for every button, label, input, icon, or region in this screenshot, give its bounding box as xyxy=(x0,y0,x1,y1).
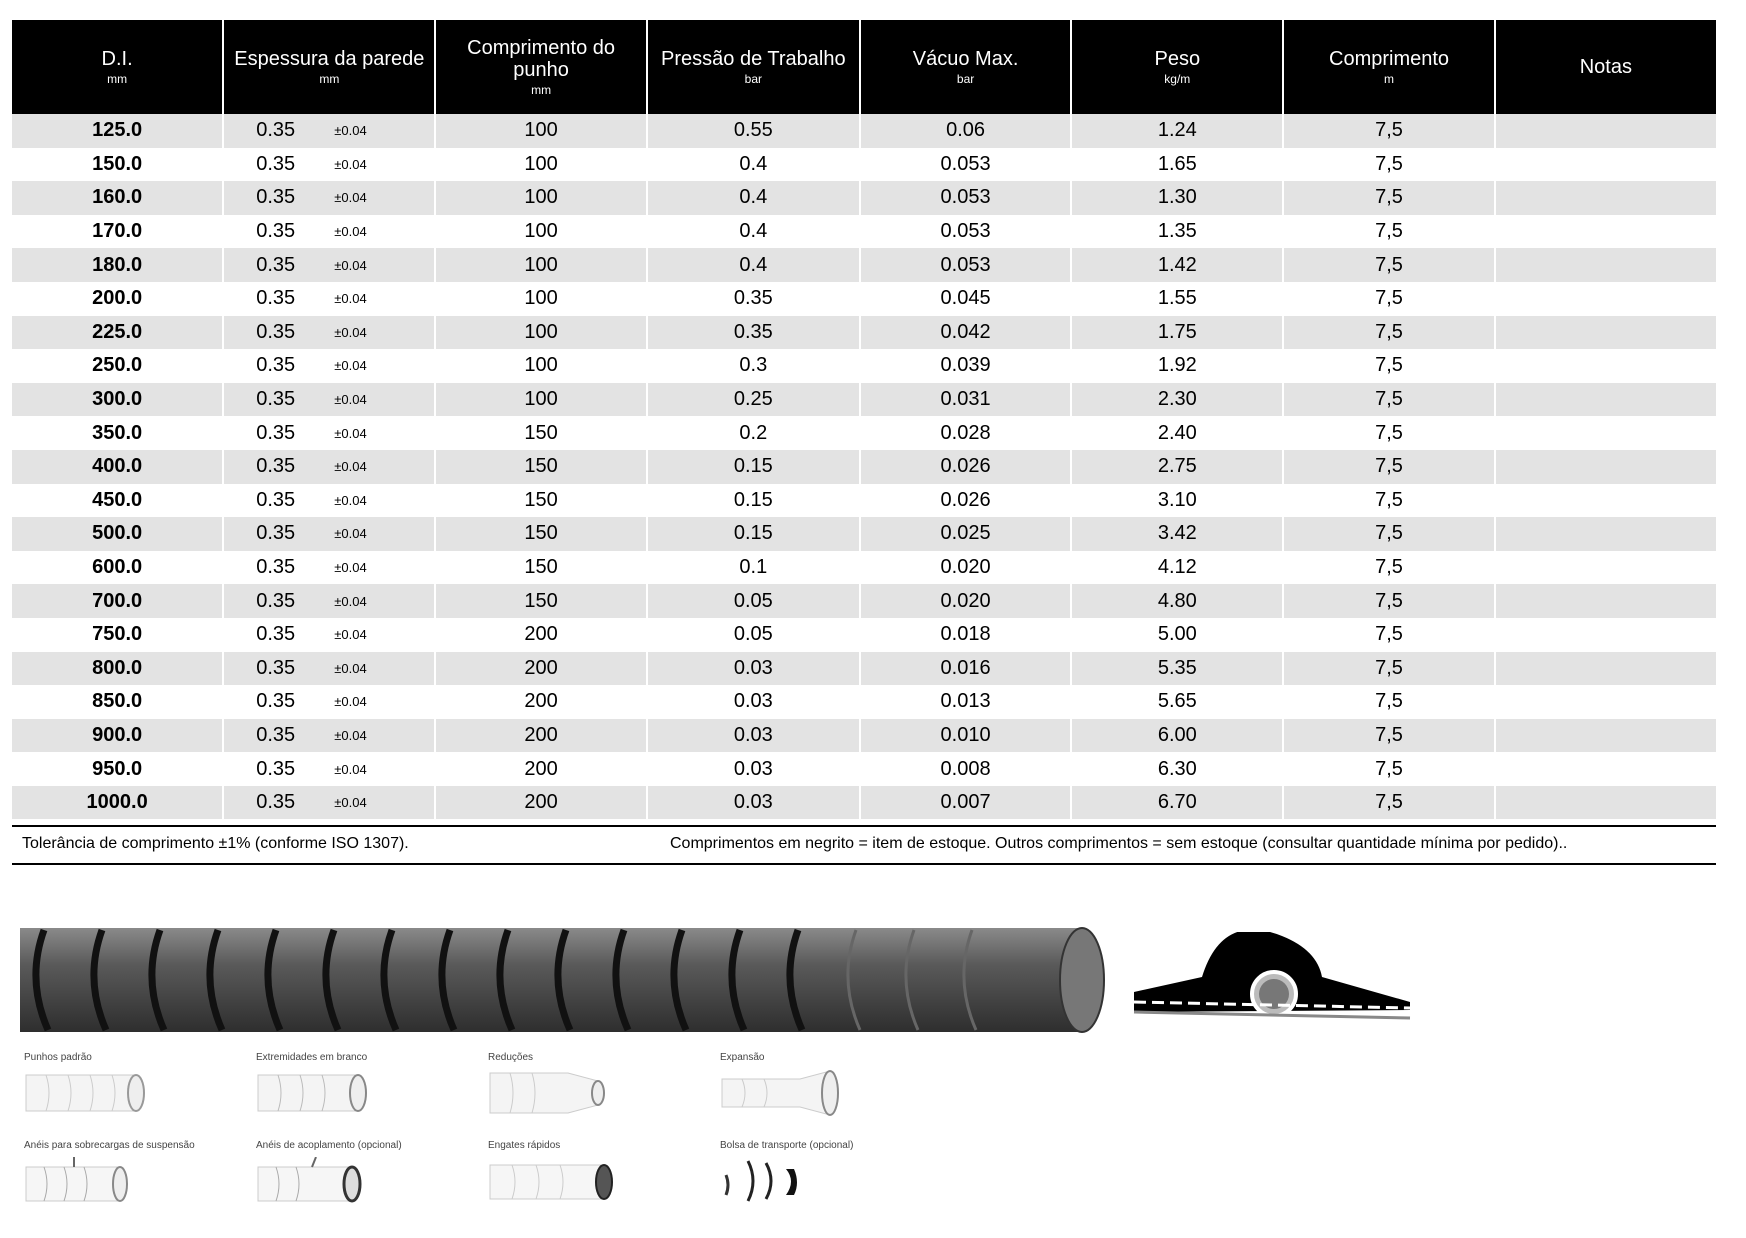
cell-length: 7,5 xyxy=(1283,652,1494,686)
cell-notes xyxy=(1495,618,1716,652)
cell-wall xyxy=(223,316,435,350)
wall-tolerance-value: ±0.04 xyxy=(334,727,367,743)
cell-di: 900.0 xyxy=(12,719,223,753)
cell-wall xyxy=(223,484,435,518)
transport-bag-icon xyxy=(720,1157,850,1205)
wall-tolerance-value: ±0.04 xyxy=(334,795,367,811)
cell-di: 700.0 xyxy=(12,584,223,618)
cell-notes xyxy=(1495,215,1716,249)
variant-suspension-rings: Anéis para sobrecargas de suspensão xyxy=(24,1140,244,1205)
cell-working-pressure: 0.4 xyxy=(647,248,860,282)
wall-tolerance-value: ±0.04 xyxy=(334,224,367,240)
cell-notes xyxy=(1495,752,1716,786)
cell-working-pressure: 0.15 xyxy=(647,517,860,551)
cell-di: 150.0 xyxy=(12,148,223,182)
cell-weight: 1.35 xyxy=(1071,215,1283,249)
cell-notes xyxy=(1495,181,1716,215)
variant-standard-cuffs: Punhos padrão xyxy=(24,1052,244,1117)
cell-cuff-length: 100 xyxy=(435,114,646,148)
cell-weight: 1.30 xyxy=(1071,181,1283,215)
table-row xyxy=(12,551,1716,585)
cell-di: 800.0 xyxy=(12,652,223,686)
cell-max-vacuum: 0.028 xyxy=(860,416,1071,450)
cell-length: 7,5 xyxy=(1283,114,1494,148)
cell-length: 7,5 xyxy=(1283,752,1494,786)
cell-length: 7,5 xyxy=(1283,450,1494,484)
cell-cuff-length: 150 xyxy=(435,450,646,484)
table-row xyxy=(12,248,1716,282)
wall-thickness-value: 0.35 xyxy=(256,186,296,209)
wall-thickness-value: 0.35 xyxy=(256,320,296,343)
wall-thickness-value: 0.35 xyxy=(256,455,296,478)
cell-wall xyxy=(223,618,435,652)
header-max-vacuum: Vácuo Max. bar xyxy=(860,20,1071,114)
cell-length: 7,5 xyxy=(1283,584,1494,618)
table-row xyxy=(12,148,1716,182)
cell-working-pressure: 0.3 xyxy=(647,349,860,383)
blank-ends-icon xyxy=(256,1069,386,1117)
cell-di: 400.0 xyxy=(12,450,223,484)
table-row xyxy=(12,282,1716,316)
table-row xyxy=(12,181,1716,215)
cell-wall xyxy=(223,282,435,316)
cell-notes xyxy=(1495,719,1716,753)
cell-working-pressure: 0.35 xyxy=(647,282,860,316)
cell-length: 7,5 xyxy=(1283,383,1494,417)
tolerance-note: Tolerância de comprimento ±1% (conforme ISO 1307). xyxy=(22,835,409,853)
wall-tolerance-value: ±0.04 xyxy=(334,694,367,710)
cell-length: 7,5 xyxy=(1283,719,1494,753)
cell-weight: 1.55 xyxy=(1071,282,1283,316)
header-working-pressure: Pressão de Trabalho bar xyxy=(647,20,860,114)
table-row xyxy=(12,383,1716,417)
cell-cuff-length: 150 xyxy=(435,551,646,585)
wall-tolerance-value: ±0.04 xyxy=(334,660,367,676)
table-row xyxy=(12,517,1716,551)
cell-di: 500.0 xyxy=(12,517,223,551)
cell-di: 160.0 xyxy=(12,181,223,215)
header-di: D.I. mm xyxy=(12,20,223,114)
cell-di: 950.0 xyxy=(12,752,223,786)
cell-max-vacuum: 0.018 xyxy=(860,618,1071,652)
table-row xyxy=(12,618,1716,652)
cell-wall xyxy=(223,652,435,686)
cell-weight: 3.42 xyxy=(1071,517,1283,551)
cell-working-pressure: 0.05 xyxy=(647,584,860,618)
cell-wall xyxy=(223,551,435,585)
cell-notes xyxy=(1495,383,1716,417)
cell-max-vacuum: 0.045 xyxy=(860,282,1071,316)
hose-cross-section-icon xyxy=(1132,932,1412,1032)
header-notes: Notas xyxy=(1495,20,1716,114)
cell-working-pressure: 0.1 xyxy=(647,551,860,585)
wall-thickness-value: 0.35 xyxy=(256,354,296,377)
table-header-row xyxy=(12,20,1716,114)
cell-max-vacuum: 0.042 xyxy=(860,316,1071,350)
cell-length: 7,5 xyxy=(1283,215,1494,249)
wall-tolerance-value: ±0.04 xyxy=(334,560,367,576)
cell-notes xyxy=(1495,248,1716,282)
cell-notes xyxy=(1495,652,1716,686)
cell-length: 7,5 xyxy=(1283,484,1494,518)
cell-max-vacuum: 0.026 xyxy=(860,484,1071,518)
table-footer xyxy=(12,825,1716,865)
wall-thickness-value: 0.35 xyxy=(256,589,296,612)
variant-quick-couplings: Engates rápidos xyxy=(488,1140,708,1205)
cell-working-pressure: 0.15 xyxy=(647,450,860,484)
spec-sheet xyxy=(12,20,1716,865)
cell-notes xyxy=(1495,551,1716,585)
cell-notes xyxy=(1495,316,1716,350)
wall-thickness-value: 0.35 xyxy=(256,791,296,814)
cell-length: 7,5 xyxy=(1283,148,1494,182)
cell-notes xyxy=(1495,786,1716,820)
hose-spec-table xyxy=(12,20,1716,819)
cell-notes xyxy=(1495,584,1716,618)
cell-di: 200.0 xyxy=(12,282,223,316)
cell-cuff-length: 100 xyxy=(435,282,646,316)
cell-notes xyxy=(1495,282,1716,316)
cell-cuff-length: 200 xyxy=(435,752,646,786)
cell-wall xyxy=(223,114,435,148)
cell-max-vacuum: 0.053 xyxy=(860,215,1071,249)
cell-max-vacuum: 0.008 xyxy=(860,752,1071,786)
cell-weight: 4.12 xyxy=(1071,551,1283,585)
cell-notes xyxy=(1495,416,1716,450)
cell-wall xyxy=(223,450,435,484)
cell-di: 250.0 xyxy=(12,349,223,383)
cell-wall xyxy=(223,148,435,182)
cell-cuff-length: 200 xyxy=(435,618,646,652)
cell-working-pressure: 0.15 xyxy=(647,484,860,518)
cell-di: 750.0 xyxy=(12,618,223,652)
wall-tolerance-value: ±0.04 xyxy=(334,459,367,475)
wall-thickness-value: 0.35 xyxy=(256,119,296,142)
wall-tolerance-value: ±0.04 xyxy=(334,358,367,374)
cell-weight: 6.00 xyxy=(1071,719,1283,753)
cell-wall xyxy=(223,349,435,383)
table-row xyxy=(12,685,1716,719)
cell-max-vacuum: 0.06 xyxy=(860,114,1071,148)
cell-max-vacuum: 0.053 xyxy=(860,248,1071,282)
table-row xyxy=(12,484,1716,518)
expansion-icon xyxy=(720,1069,850,1117)
cell-di: 180.0 xyxy=(12,248,223,282)
table-row xyxy=(12,719,1716,753)
variant-transport-bag: Bolsa de transporte (opcional) xyxy=(720,1140,940,1205)
cell-max-vacuum: 0.016 xyxy=(860,652,1071,686)
cell-wall xyxy=(223,383,435,417)
cell-weight: 1.75 xyxy=(1071,316,1283,350)
coupling-rings-icon xyxy=(256,1157,386,1205)
hose-body xyxy=(20,928,1080,1032)
cell-max-vacuum: 0.020 xyxy=(860,551,1071,585)
cell-cuff-length: 100 xyxy=(435,181,646,215)
cell-length: 7,5 xyxy=(1283,349,1494,383)
cell-length: 7,5 xyxy=(1283,282,1494,316)
table-row xyxy=(12,450,1716,484)
cell-di: 600.0 xyxy=(12,551,223,585)
cell-cuff-length: 150 xyxy=(435,484,646,518)
cell-working-pressure: 0.05 xyxy=(647,618,860,652)
table-row xyxy=(12,416,1716,450)
cell-notes xyxy=(1495,114,1716,148)
cell-weight: 6.70 xyxy=(1071,786,1283,820)
cell-working-pressure: 0.55 xyxy=(647,114,860,148)
wall-thickness-value: 0.35 xyxy=(256,253,296,276)
cell-wall xyxy=(223,215,435,249)
header-wall-thickness: Espessura da parede mm xyxy=(223,20,435,114)
cell-working-pressure: 0.4 xyxy=(647,148,860,182)
cell-weight: 2.40 xyxy=(1071,416,1283,450)
cell-cuff-length: 200 xyxy=(435,652,646,686)
cell-cuff-length: 200 xyxy=(435,786,646,820)
cell-working-pressure: 0.03 xyxy=(647,752,860,786)
cell-weight: 1.92 xyxy=(1071,349,1283,383)
cell-max-vacuum: 0.053 xyxy=(860,181,1071,215)
cell-max-vacuum: 0.031 xyxy=(860,383,1071,417)
table-row xyxy=(12,584,1716,618)
cell-cuff-length: 150 xyxy=(435,416,646,450)
table-row xyxy=(12,786,1716,820)
cell-notes xyxy=(1495,148,1716,182)
cell-max-vacuum: 0.039 xyxy=(860,349,1071,383)
cell-cuff-length: 100 xyxy=(435,148,646,182)
cell-max-vacuum: 0.020 xyxy=(860,584,1071,618)
cell-working-pressure: 0.03 xyxy=(647,786,860,820)
wall-thickness-value: 0.35 xyxy=(256,623,296,646)
wall-tolerance-value: ±0.04 xyxy=(334,156,367,172)
cell-working-pressure: 0.35 xyxy=(647,316,860,350)
quick-couplings-icon xyxy=(488,1157,618,1205)
wall-thickness-value: 0.35 xyxy=(256,421,296,444)
cell-working-pressure: 0.25 xyxy=(647,383,860,417)
cell-di: 450.0 xyxy=(12,484,223,518)
cell-weight: 4.80 xyxy=(1071,584,1283,618)
cell-max-vacuum: 0.013 xyxy=(860,685,1071,719)
variant-expansion: Expansão xyxy=(720,1052,940,1117)
wall-tolerance-value: ±0.04 xyxy=(334,392,367,408)
cell-working-pressure: 0.03 xyxy=(647,719,860,753)
cell-notes xyxy=(1495,450,1716,484)
wall-tolerance-value: ±0.04 xyxy=(334,123,367,139)
hose-variants xyxy=(24,1052,1024,1232)
wall-tolerance-value: ±0.04 xyxy=(334,593,367,609)
wall-tolerance-value: ±0.04 xyxy=(334,291,367,307)
cell-weight: 5.00 xyxy=(1071,618,1283,652)
cell-weight: 1.24 xyxy=(1071,114,1283,148)
wall-thickness-value: 0.35 xyxy=(256,757,296,780)
cell-wall xyxy=(223,248,435,282)
wall-tolerance-value: ±0.04 xyxy=(334,425,367,441)
cell-di: 225.0 xyxy=(12,316,223,350)
wall-tolerance-value: ±0.04 xyxy=(334,324,367,340)
table-row xyxy=(12,349,1716,383)
cell-weight: 2.30 xyxy=(1071,383,1283,417)
reducers-icon xyxy=(488,1069,618,1117)
wall-thickness-value: 0.35 xyxy=(256,556,296,579)
hose-end xyxy=(1060,928,1104,1032)
wall-thickness-value: 0.35 xyxy=(256,287,296,310)
cell-max-vacuum: 0.026 xyxy=(860,450,1071,484)
cell-length: 7,5 xyxy=(1283,517,1494,551)
cell-cuff-length: 150 xyxy=(435,517,646,551)
cell-working-pressure: 0.03 xyxy=(647,652,860,686)
cell-di: 170.0 xyxy=(12,215,223,249)
cell-length: 7,5 xyxy=(1283,181,1494,215)
cell-notes xyxy=(1495,517,1716,551)
wall-tolerance-value: ±0.04 xyxy=(334,257,367,273)
variant-coupling-rings: Anéis de acoplamento (opcional) xyxy=(256,1140,476,1205)
cell-working-pressure: 0.4 xyxy=(647,215,860,249)
cell-length: 7,5 xyxy=(1283,551,1494,585)
cell-wall xyxy=(223,752,435,786)
cell-cuff-length: 200 xyxy=(435,719,646,753)
wall-thickness-value: 0.35 xyxy=(256,690,296,713)
cell-length: 7,5 xyxy=(1283,618,1494,652)
wall-tolerance-value: ±0.04 xyxy=(334,627,367,643)
suspension-rings-icon xyxy=(24,1157,154,1205)
cell-di: 125.0 xyxy=(12,114,223,148)
cell-max-vacuum: 0.053 xyxy=(860,148,1071,182)
cell-length: 7,5 xyxy=(1283,786,1494,820)
cell-max-vacuum: 0.007 xyxy=(860,786,1071,820)
cell-weight: 5.65 xyxy=(1071,685,1283,719)
cell-wall xyxy=(223,517,435,551)
cell-weight: 6.30 xyxy=(1071,752,1283,786)
cell-notes xyxy=(1495,484,1716,518)
cell-cuff-length: 100 xyxy=(435,248,646,282)
table-row xyxy=(12,652,1716,686)
wall-thickness-value: 0.35 xyxy=(256,656,296,679)
cell-wall xyxy=(223,786,435,820)
cell-length: 7,5 xyxy=(1283,316,1494,350)
cell-weight: 1.42 xyxy=(1071,248,1283,282)
cell-weight: 1.65 xyxy=(1071,148,1283,182)
wall-thickness-value: 0.35 xyxy=(256,522,296,545)
wall-thickness-value: 0.35 xyxy=(256,152,296,175)
cell-max-vacuum: 0.010 xyxy=(860,719,1071,753)
cell-cuff-length: 100 xyxy=(435,383,646,417)
cell-max-vacuum: 0.025 xyxy=(860,517,1071,551)
cell-working-pressure: 0.03 xyxy=(647,685,860,719)
hose-illustration xyxy=(20,920,1110,1040)
cell-weight: 3.10 xyxy=(1071,484,1283,518)
variant-reducers: Reduções xyxy=(488,1052,708,1117)
cell-di: 350.0 xyxy=(12,416,223,450)
variant-blank-ends: Extremidades em branco xyxy=(256,1052,476,1117)
wall-tolerance-value: ±0.04 xyxy=(334,190,367,206)
header-weight: Peso kg/m xyxy=(1071,20,1283,114)
cell-cuff-length: 100 xyxy=(435,316,646,350)
cell-cuff-length: 200 xyxy=(435,685,646,719)
cell-length: 7,5 xyxy=(1283,416,1494,450)
cell-wall xyxy=(223,719,435,753)
table-body xyxy=(12,114,1716,819)
cell-working-pressure: 0.2 xyxy=(647,416,860,450)
cell-di: 1000.0 xyxy=(12,786,223,820)
wall-thickness-value: 0.35 xyxy=(256,723,296,746)
header-cuff-length: Comprimento do punho mm xyxy=(435,20,646,114)
cell-length: 7,5 xyxy=(1283,248,1494,282)
cell-weight: 2.75 xyxy=(1071,450,1283,484)
cell-di: 850.0 xyxy=(12,685,223,719)
wall-thickness-value: 0.35 xyxy=(256,388,296,411)
stock-note: Comprimentos em negrito = item de estoque. Outros comprimentos = sem estoque (consultar quantidade mínima por pedido).. xyxy=(670,835,1568,853)
wall-tolerance-value: ±0.04 xyxy=(334,492,367,508)
wall-thickness-value: 0.35 xyxy=(256,488,296,511)
cell-weight: 5.35 xyxy=(1071,652,1283,686)
wall-tolerance-value: ±0.04 xyxy=(334,526,367,542)
table-row xyxy=(12,114,1716,148)
standard-cuffs-icon xyxy=(24,1069,154,1117)
cell-working-pressure: 0.4 xyxy=(647,181,860,215)
cell-di: 300.0 xyxy=(12,383,223,417)
table-row xyxy=(12,752,1716,786)
header-length: Comprimento m xyxy=(1283,20,1494,114)
cell-cuff-length: 100 xyxy=(435,215,646,249)
cell-notes xyxy=(1495,349,1716,383)
cell-length: 7,5 xyxy=(1283,685,1494,719)
cell-cuff-length: 100 xyxy=(435,349,646,383)
wall-tolerance-value: ±0.04 xyxy=(334,761,367,777)
cell-cuff-length: 150 xyxy=(435,584,646,618)
table-row xyxy=(12,316,1716,350)
cell-wall xyxy=(223,584,435,618)
cell-notes xyxy=(1495,685,1716,719)
wall-thickness-value: 0.35 xyxy=(256,220,296,243)
cell-wall xyxy=(223,685,435,719)
table-row xyxy=(12,215,1716,249)
cell-wall xyxy=(223,181,435,215)
cell-wall xyxy=(223,416,435,450)
